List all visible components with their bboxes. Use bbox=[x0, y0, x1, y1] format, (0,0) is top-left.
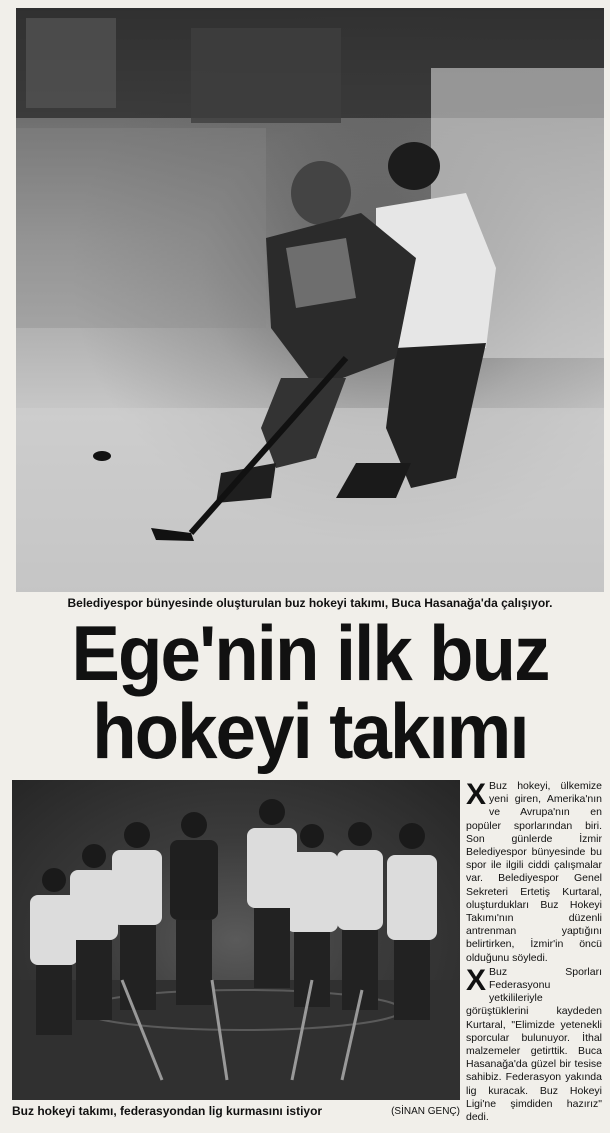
article-body bbox=[466, 780, 602, 1130]
paragraph-2-text: Buz Sporları Federasyonu yetkilileriyle görüştüklerini kaydeden Kurtaral, "Elimizde yetenekli sporcular bulunuyor. İthal malzemeler getirttik. Buca Hasanağa'da güzel bir tesise sahibiz. Federasyon yakında lig kuracak. Buz Hokeyi Ligi'ne şimdiden hazırız" dedi. bbox=[466, 965, 602, 1124]
photo-credit: (SİNAN GENÇ) bbox=[391, 1106, 460, 1117]
team-photo bbox=[12, 780, 460, 1100]
paragraph-1-text: Buz hokeyi, ülkemize yeni giren, Amerika'nın ve Avrupa'nın en popüler sporlarından biri. Son günlerde İzmir Belediyespor bünyesinde bu spor ile ilgili ciddi çalışmalar var. Belediyespor Genel Sekreteri Ertetiş Kurtaral, oluşturdukları Buz Hokeyi Takımı'nın düzenli antrenman yaptığını belirtirken, İzmir'in öncü olduğunu söyledi. bbox=[466, 780, 602, 964]
bullet-cross-icon: X bbox=[466, 963, 487, 997]
hockey-players-illustration bbox=[16, 8, 604, 592]
hockey-players-photo bbox=[16, 8, 604, 592]
bottom-photo-caption bbox=[12, 1104, 460, 1118]
bullet-cross-icon: X bbox=[466, 780, 487, 811]
article-paragraph-2 bbox=[466, 963, 602, 1124]
headline-line-2: hokeyi takımı bbox=[92, 687, 528, 775]
headline-line-1: Ege'nin ilk buz bbox=[71, 609, 549, 697]
top-photo-caption: Belediyespor bünyesinde oluşturulan buz hokeyi takımı, Buca Hasanağa'da çalışıyor. bbox=[67, 596, 553, 610]
bottom-caption-text: Buz hokeyi takımı, federasyondan lig kurmasını istiyor bbox=[12, 1104, 323, 1118]
team-illustration bbox=[12, 780, 460, 1100]
article-paragraph-1 bbox=[466, 780, 602, 965]
